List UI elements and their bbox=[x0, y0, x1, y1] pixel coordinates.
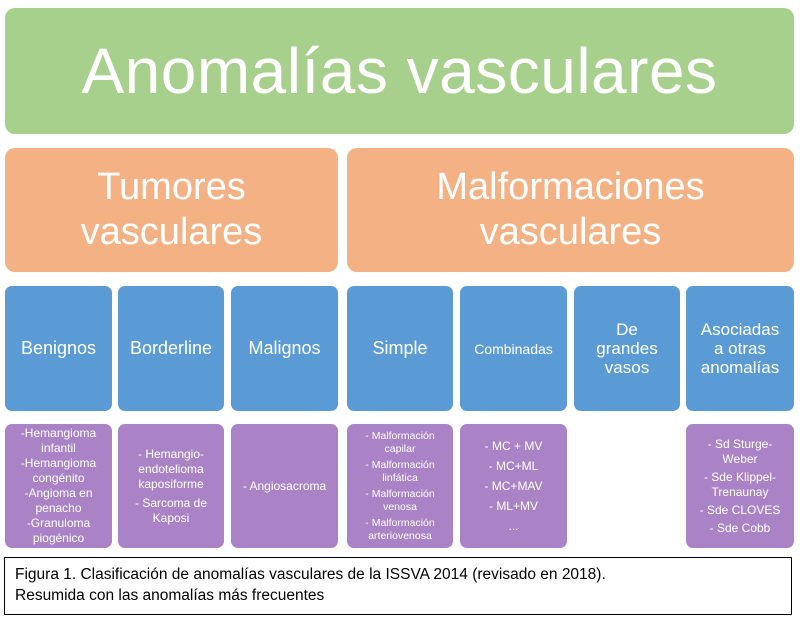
simple-item: - Malformación capilar bbox=[365, 430, 435, 455]
simple-label: Simple bbox=[372, 338, 428, 358]
tumores-label-line1: Tumores bbox=[97, 166, 246, 208]
asociadas-item: - Sd Sturge-Weber bbox=[707, 436, 773, 466]
malignos-box bbox=[231, 286, 338, 411]
asociadas-item: - Sde CLOVES bbox=[699, 502, 781, 517]
borderline-label: Borderline bbox=[129, 338, 213, 358]
tumores-box bbox=[5, 148, 338, 272]
simple-list bbox=[347, 424, 453, 548]
asociadas-list bbox=[686, 424, 794, 548]
malformaciones-box bbox=[347, 148, 794, 272]
title-box bbox=[5, 8, 794, 134]
asociadas-item: - Sde Klippel-Trenaunay bbox=[703, 469, 777, 499]
borderline-item: - Hemangio-endotelioma kaposiforme bbox=[137, 446, 205, 491]
malformaciones-label-line2: vasculares bbox=[479, 211, 662, 253]
combinadas-label: Combinadas bbox=[474, 340, 553, 357]
asociadas-box bbox=[686, 286, 794, 411]
combinadas-item: ... bbox=[508, 518, 519, 533]
combinadas-item: - MC+ML bbox=[488, 458, 539, 473]
malignos-label: Malignos bbox=[248, 338, 321, 358]
benignos-item: -Granuloma piogénico bbox=[26, 516, 91, 545]
grandes-vasos-label: De grandes vasos bbox=[596, 320, 658, 377]
borderline-list bbox=[118, 424, 224, 548]
benignos-box bbox=[5, 286, 112, 411]
combinadas-list bbox=[460, 424, 567, 548]
benignos-label: Benignos bbox=[20, 338, 97, 358]
tumores-label-line2: vasculares bbox=[80, 211, 263, 253]
grandes-vasos-box bbox=[574, 286, 680, 411]
borderline-item: - Sarcoma de Kaposi bbox=[134, 495, 208, 525]
figure-caption bbox=[4, 557, 792, 615]
asociadas-item: - Sde Cobb bbox=[709, 520, 771, 535]
malignos-item: - Angiosacroma bbox=[242, 478, 327, 493]
malignos-list bbox=[231, 424, 338, 548]
benignos-item: -Hemangioma congénito bbox=[20, 456, 97, 485]
simple-box bbox=[347, 286, 453, 411]
combinadas-item: - MC+MAV bbox=[484, 478, 543, 493]
title-text: Anomalías vasculares bbox=[81, 35, 718, 107]
asociadas-label: Asociadas a otras anomalías bbox=[700, 320, 780, 377]
malformaciones-label-line1: Malformaciones bbox=[436, 166, 705, 208]
caption-line2: Resumida con las anomalías más frecuentes bbox=[15, 587, 325, 604]
combinadas-item: - ML+MV bbox=[488, 498, 538, 513]
borderline-box bbox=[118, 286, 224, 411]
benignos-list bbox=[5, 424, 112, 548]
simple-item: - Malformación venosa bbox=[365, 488, 435, 513]
benignos-item: -Angioma en penacho bbox=[24, 486, 93, 515]
simple-item: - Malformación linfática bbox=[365, 459, 435, 484]
combinadas-box bbox=[460, 286, 567, 411]
simple-item: - Malformación arteriovenosa bbox=[365, 517, 435, 542]
combinadas-item: - MC + MV bbox=[484, 438, 543, 453]
caption-line1: Figura 1. Clasificación de anomalías vasculares de la ISSVA 2014 (revisado en 2018). bbox=[15, 566, 606, 583]
benignos-item: -Hemangioma infantil bbox=[20, 426, 97, 455]
